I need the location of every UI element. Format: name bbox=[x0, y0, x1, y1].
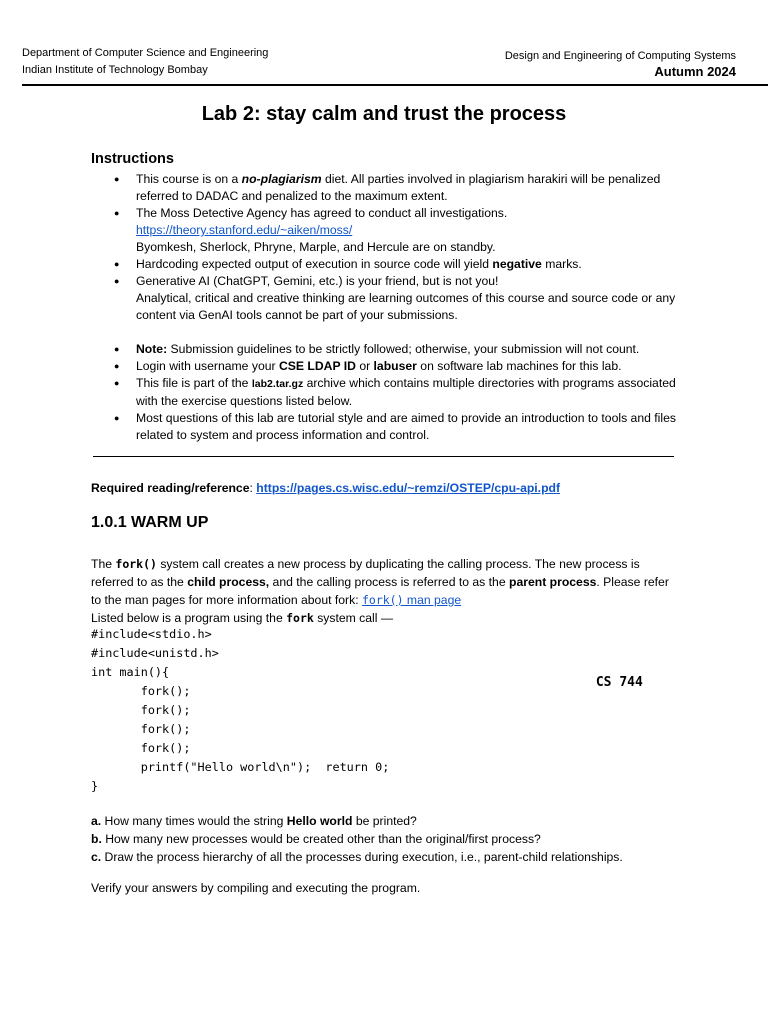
bold-text: Hello world bbox=[286, 814, 353, 828]
text: on software lab machines for this lab. bbox=[416, 359, 622, 373]
list-item bbox=[136, 171, 691, 205]
question-a bbox=[91, 812, 623, 830]
text: ● Generative AI (ChatGPT, Gemini, etc.) is your friend, but is not you! bbox=[136, 274, 499, 288]
text: system call — bbox=[313, 611, 394, 625]
bold-text: negative bbox=[492, 257, 542, 271]
bold-text: child process, bbox=[187, 575, 270, 589]
question-label: b. bbox=[91, 832, 102, 846]
fork-man-page-link[interactable] bbox=[362, 593, 461, 607]
instructions-heading: Instructions bbox=[91, 151, 174, 167]
reading-label: Required reading/reference bbox=[91, 481, 250, 495]
text: ● The Moss Detective Agency has agreed to conduct all investigations. bbox=[136, 206, 508, 220]
link-code: fork() bbox=[361, 593, 404, 607]
bold-text: Note: bbox=[136, 342, 168, 356]
bold-text: CSE LDAP ID bbox=[278, 359, 356, 373]
header-divider bbox=[22, 84, 768, 86]
text: This file is part of the bbox=[136, 376, 252, 390]
course-name: Design and Engineering of Computing Systems bbox=[504, 50, 736, 62]
text: Submission guidelines to be strictly followed; otherwise, your submission will not count. bbox=[167, 342, 640, 356]
moss-link[interactable]: https://theory.stanford.edu/~aiken/moss/ bbox=[136, 223, 353, 237]
section-divider bbox=[93, 456, 674, 457]
page-title: Lab 2: stay calm and trust the process bbox=[201, 103, 567, 125]
text: Listed below is a program using the bbox=[91, 611, 287, 625]
code-text: fork() bbox=[115, 557, 157, 571]
text: Hardcoding expected output of execution in source code will yield bbox=[136, 257, 493, 271]
bold-italic-text: no-plagiarism bbox=[241, 172, 322, 186]
question-c bbox=[91, 848, 623, 866]
ostep-link[interactable]: https://pages.cs.wisc.edu/~remzi/OSTEP/cpu-api.pdf bbox=[256, 481, 561, 495]
text: or bbox=[355, 359, 374, 373]
list-item bbox=[136, 205, 691, 256]
text: : bbox=[249, 481, 257, 495]
course-code: CS 744 bbox=[595, 675, 643, 690]
question-label: a. bbox=[91, 814, 102, 828]
code-listing: #include<stdio.h> #include<unistd.h> int main(){ fork(); fork(); fork(); fork(); printf("Hello world\n"); return 0; } bbox=[91, 627, 390, 793]
text: How many times would the string bbox=[101, 814, 287, 828]
department-name: Department of Computer Science and Engineering bbox=[22, 47, 269, 59]
text: . Please refer to the man pages for more information about fork: bbox=[91, 575, 669, 607]
text: and the calling process is referred to as the bbox=[269, 575, 509, 589]
link-text: man page bbox=[403, 593, 462, 607]
text: marks. bbox=[541, 257, 582, 271]
archive-name: lab2.tar.gz bbox=[251, 378, 304, 390]
text: Most questions of this lab are tutorial style and are aimed to provide an introduction to tools and files related to system and process information and control. bbox=[136, 411, 676, 442]
code-text: fork bbox=[286, 611, 314, 625]
list-item bbox=[136, 410, 691, 444]
text: diet. All parties involved in plagiarism harakiri will be penalized referred to DADAC and penalized to the maximum extent. bbox=[136, 172, 661, 203]
required-reading bbox=[91, 481, 560, 495]
text: This course is on a bbox=[136, 172, 242, 186]
text: Login with username your bbox=[136, 359, 279, 373]
list-item bbox=[136, 273, 691, 324]
bold-text: parent process bbox=[509, 575, 597, 589]
instructions-list bbox=[91, 171, 691, 444]
list-item bbox=[136, 256, 691, 273]
warmup-heading: 1.0.1 WARM UP bbox=[91, 514, 209, 531]
question-label: c. bbox=[91, 850, 102, 864]
text: The bbox=[91, 557, 116, 571]
text: Draw the process hierarchy of all the processes during execution, i.e., parent-child relationships. bbox=[101, 850, 623, 864]
institute-name: Indian Institute of Technology Bombay bbox=[22, 64, 208, 76]
text: Byomkesh, Sherlock, Phryne, Marple, and Hercule are on standby. bbox=[136, 240, 496, 254]
list-item bbox=[136, 358, 691, 375]
text: Analytical, critical and creative thinking are learning outcomes of this course and source code or any content via GenAI tools cannot be part of your submissions. bbox=[136, 291, 676, 322]
text: How many new processes would be created other than the original/first process? bbox=[101, 832, 541, 846]
text: archive which contains multiple directories with programs associated with the exercise questions listed below. bbox=[136, 376, 676, 408]
warmup-paragraph bbox=[91, 555, 681, 627]
bold-text: labuser bbox=[373, 359, 417, 373]
questions bbox=[91, 812, 623, 866]
text: be printed? bbox=[352, 814, 417, 828]
text: system call creates a new process by duplicating the calling process. The new process is referred to as the bbox=[91, 557, 640, 589]
verify-text: Verify your answers by compiling and executing the program. bbox=[91, 881, 421, 895]
header-left bbox=[22, 45, 268, 79]
question-b bbox=[91, 830, 623, 848]
list-item bbox=[136, 375, 691, 410]
course-term: Autumn 2024 bbox=[654, 64, 736, 79]
list-item bbox=[136, 341, 691, 358]
